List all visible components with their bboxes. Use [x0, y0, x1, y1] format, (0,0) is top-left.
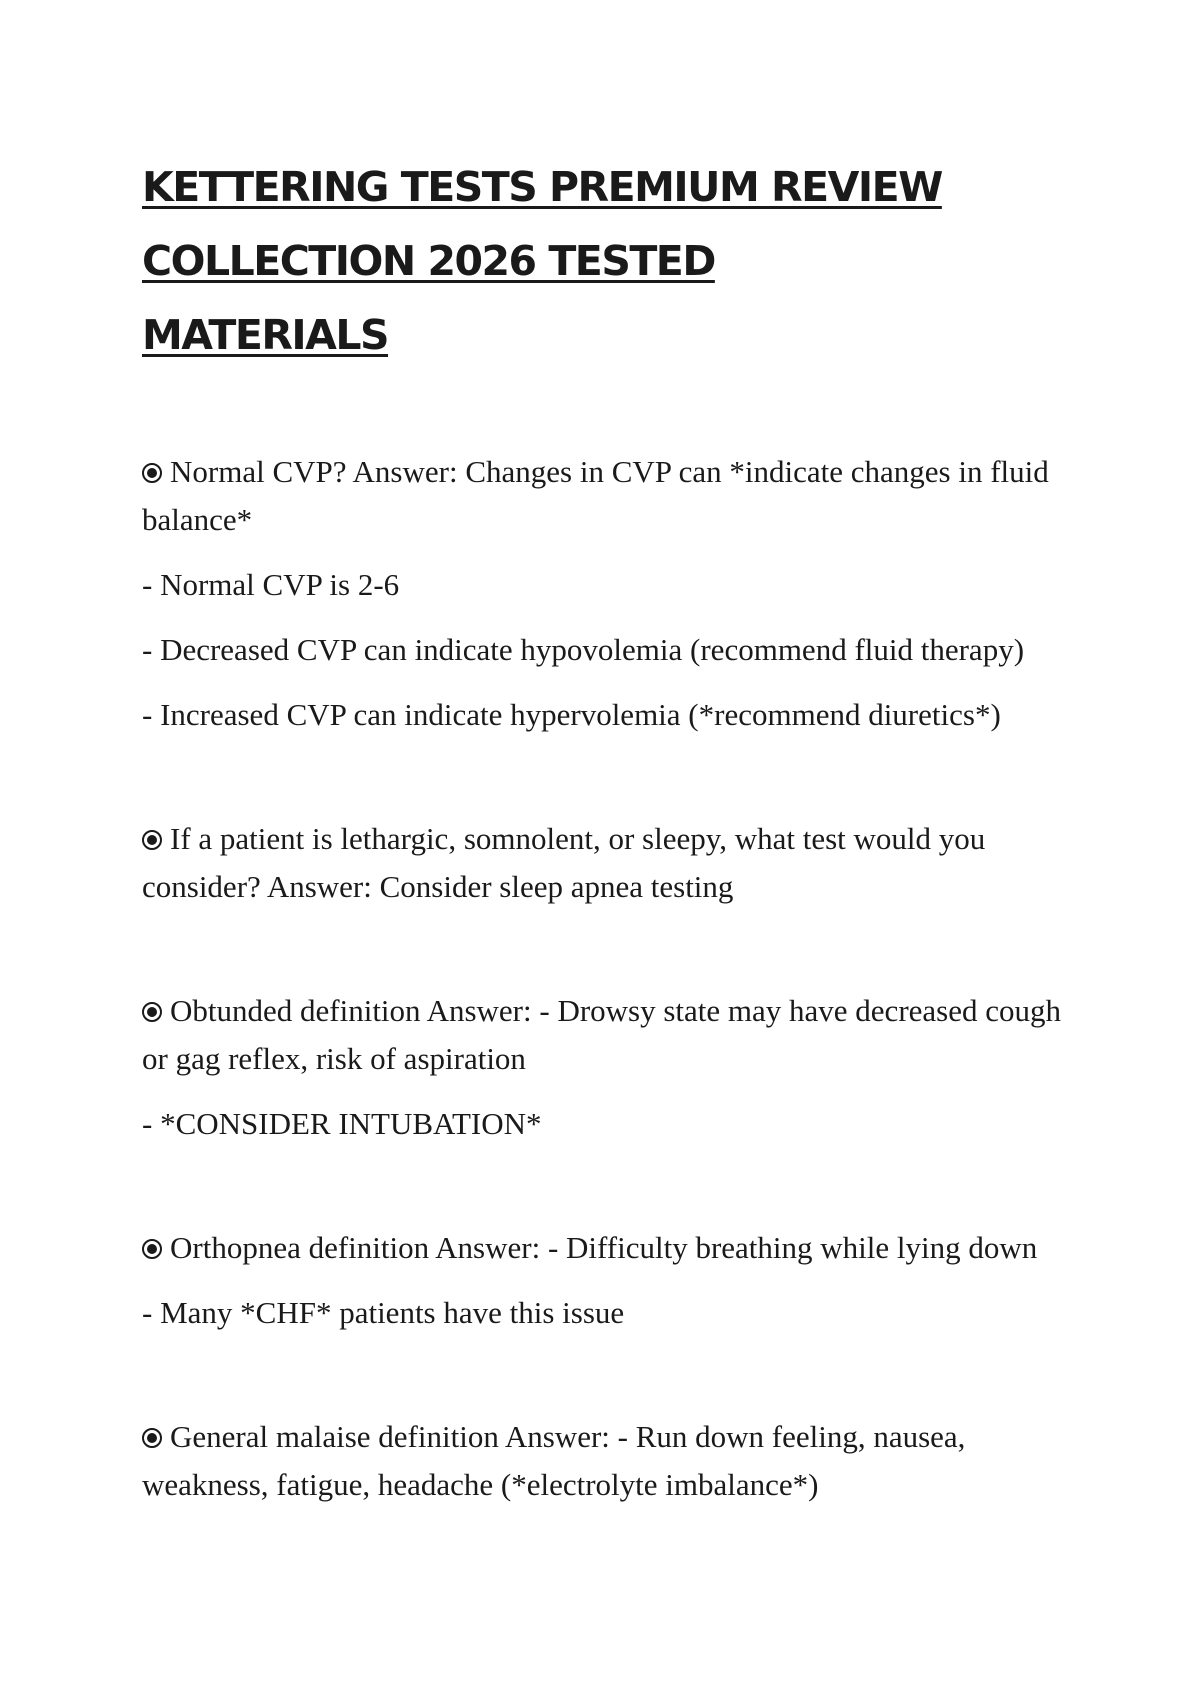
qa-item-normal-cvp: [142, 448, 1072, 739]
question-label: Orthopnea definition Answer: - Difficulty breathing while lying down: [170, 1230, 1038, 1265]
qa-item-orthopnea: [142, 1224, 1072, 1337]
question-label: General malaise definition Answer: - Run down feeling, nausea, weakness, fatigue, headache (*electrolyte imbalance*): [142, 1419, 966, 1502]
answer-detail: - *CONSIDER INTUBATION*: [142, 1106, 542, 1141]
title-line-1: KETTERING TESTS PREMIUM REVIEW: [142, 163, 942, 211]
question-text: [142, 448, 1072, 544]
radio-bullet-icon: [142, 830, 162, 850]
radio-bullet-icon: [142, 1239, 162, 1259]
radio-bullet-icon: [142, 463, 162, 483]
radio-bullet-icon: [142, 1428, 162, 1448]
qa-item-general-malaise: [142, 1413, 1072, 1509]
document-page: [142, 150, 1072, 1585]
answer-detail: - Many *CHF* patients have this issue: [142, 1295, 625, 1330]
answer-detail: - Normal CVP is 2-6: [142, 567, 400, 602]
qa-item-obtunded: [142, 987, 1072, 1148]
answer-detail: - Increased CVP can indicate hypervolemia (*recommend diuretics*): [142, 697, 1001, 732]
question-text: [142, 815, 1072, 911]
answer-detail: - Decreased CVP can indicate hypovolemia (recommend fluid therapy): [142, 632, 1025, 667]
document-title: [142, 150, 942, 372]
qa-item-lethargic-patient: [142, 815, 1072, 911]
question-label: Obtunded definition Answer: - Drowsy state may have decreased cough or gag reflex, risk of aspiration: [142, 993, 1061, 1076]
question-label: Normal CVP? Answer: Changes in CVP can *indicate changes in fluid balance*: [142, 454, 1049, 537]
question-text: [142, 1413, 1072, 1509]
question-text: [142, 987, 1072, 1083]
title-line-2: COLLECTION 2026 TESTED MATERIALS: [142, 237, 715, 359]
question-label: If a patient is lethargic, somnolent, or sleepy, what test would you consider? Answer: Consider sleep apnea testing: [142, 821, 986, 904]
question-text: [142, 1224, 1072, 1272]
radio-bullet-icon: [142, 1002, 162, 1022]
